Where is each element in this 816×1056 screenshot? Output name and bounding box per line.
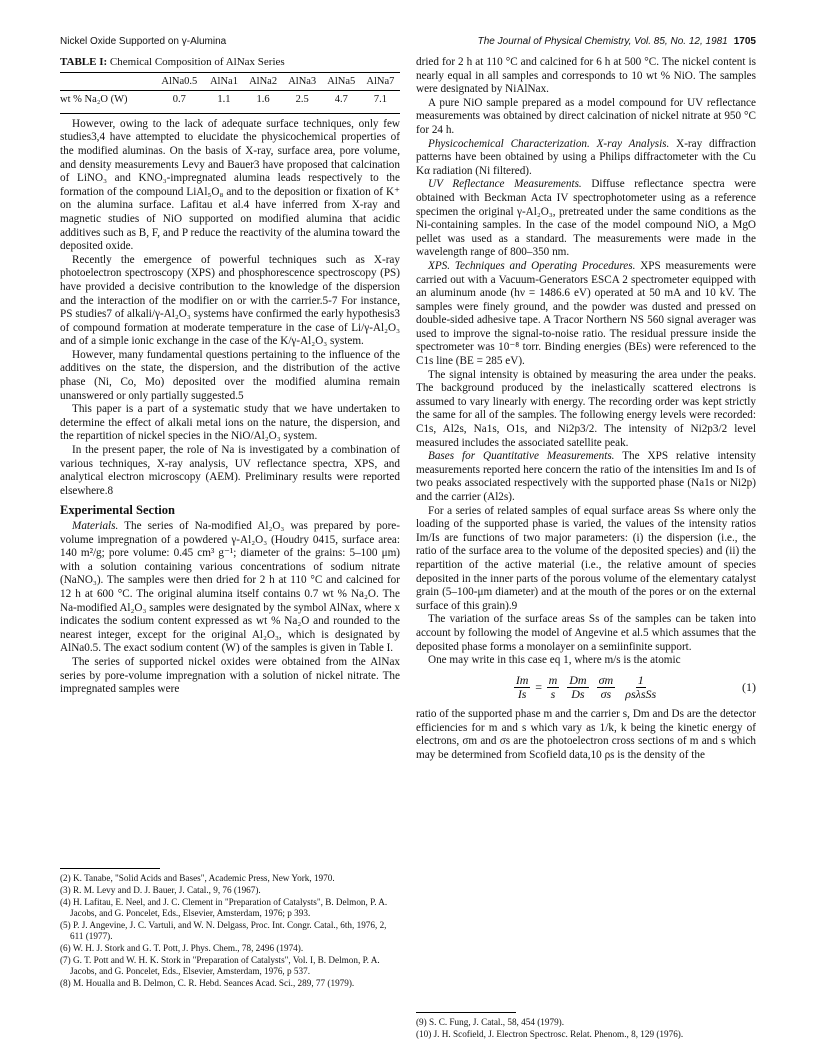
table-header-cell: AlNa3	[288, 75, 317, 87]
header-left-title: Nickel Oxide Supported on γ-Alumina	[60, 36, 227, 47]
uv-paragraph	[416, 178, 756, 260]
xray-paragraph	[416, 138, 756, 179]
table-cell: 0.7	[172, 94, 186, 106]
paragraph-text: XPS measurements were carried out with a Vacuum-Generators ESCA 2 spectrometer equipped with an aluminum anode (hν = 1486.6 eV) operated at 50 mA and 10 kV. The samples were finely ground, and the powder was dusted and pressed on double-sided adhesive tape. A Tracor Northern NS 560 signal averager was used to improve the signal-to-noise ratio. The residual pressure inside the spectrometer was 10⁻⁸ torr. Binding energies (BEs) were referenced to the C1s line (BE = 285 eV).	[416, 259, 756, 368]
paragraph-text: X-ray diffraction patterns have been obtained by using a Philips diffractometer with the Cu Kα radiation (Ni filtered).	[416, 137, 756, 177]
header-journal	[478, 36, 756, 47]
footnote: (7) G. T. Pott and W. H. K. Stork in "Preparation of Catalysts", Vol. I, B. Delmon, P. A. Jacobs, and G. Poncelet, Eds., Elsevier, Amsterdam, 1976, p 537.	[60, 955, 380, 976]
footnote-rule	[416, 1012, 516, 1013]
table-header-row	[60, 72, 400, 91]
equation-fraction	[597, 674, 616, 702]
table-title: Chemical Composition of AlNax Series	[109, 56, 285, 68]
left-column	[60, 56, 400, 697]
table-row-label: wt % Na₂O (W)	[60, 94, 128, 106]
body-paragraph: However, owing to the lack of adequate surface techniques, only few studies3,4 have attempted to elucidate the physicochemical properties of the modified aluminas. On the basis of X-ray, surface area, pore volume, and density measurements Levy and Bauer3 have proposed that calcination of LiNO₃ and KNO₃-impregnated alumina leads respectively to the formation of the compound LiAl₅O₈ and to the deposition or fixation of K⁺ on the alumina surface. Lafitau et al.4 have inferred from X-ray and magnetic studies of NiO supported on modified alumina that acidic additives such as B, F, and P reduce the reactivity of the alumina toward the deposited oxide.	[60, 117, 400, 253]
equation-fraction	[623, 674, 658, 702]
bases-paragraph	[416, 450, 756, 504]
runin-heading: Materials.	[72, 520, 119, 532]
equation-denominator: s	[550, 687, 556, 702]
footnote: (10) J. H. Scofield, J. Electron Spectrosc. Relat. Phenom., 8, 129 (1976).	[416, 1029, 684, 1039]
equation-1	[416, 674, 756, 702]
body-paragraph: dried for 2 h at 110 °C and calcined for 6 h at 500 °C. The nickel content is nearly equal in all samples and corresponds to 10 wt % NiO. The samples were designated by NiAlNax.	[416, 56, 756, 96]
body-paragraph: Recently the emergence of powerful techniques such as X-ray photoelectron spectroscopy (XPS) and phosphorescence spectroscopy (PS) have provided a decisive contribution to the knowledge of the dispersion and the interaction of the modifier on or with the carrier.5-7 For instance, PS studies7 of alkali/γ-Al₂O₃ systems have confirmed the early hypothesis3 of compound formation at moderate temperature in the case of Li/γ-Al₂O₃ and of a simple ionic exchange in the case of the K/γ-Al₂O₃ system.	[60, 253, 400, 348]
paragraph-text: The XPS relative intensity measurements reported here concern the ratio of the intensities Im and Is of two peaks associated respectively with the supported phase (Na1s or Ni2p) and the carrier (Al2s).	[416, 450, 756, 503]
materials-paragraph	[60, 520, 400, 656]
equation-numerator: Dm	[569, 672, 587, 687]
equation-numerator: Im	[515, 672, 529, 687]
body-paragraph: In the present paper, the role of Na is investigated by a combination of various techniques, X-ray analysis, UV reflectance spectra, XPS, and analytical electron microscopy (AEM). Preliminary results were reported elsewhere.8	[60, 444, 400, 497]
xps-paragraph	[416, 260, 756, 369]
table-cell: 1.1	[217, 94, 231, 106]
equation-fraction	[567, 674, 588, 702]
footnote: (2) K. Tanabe, "Solid Acids and Bases", Academic Press, New York, 1970.	[60, 873, 335, 883]
body-paragraph: One may write in this case eq 1, where m/s is the atomic	[428, 654, 681, 667]
equation-fraction	[547, 674, 560, 702]
table-header-cell: AlNa0.5	[161, 75, 198, 87]
body-paragraph: ratio of the supported phase m and the carrier s, Dm and Ds are the detector efficiencies for m and s which vary as 1/k, k being the kinetic energy of electrons, σm and σs are the photoelectron cross sections of m and s which may be determined from Scofield data,10 ρs is the density of the	[416, 707, 756, 761]
table-cell: 7.1	[373, 94, 387, 106]
composition-table	[60, 72, 400, 114]
equation-numerator: 1	[637, 672, 644, 687]
equals-sign: =	[534, 680, 543, 695]
table-header-cell: AlNa2	[249, 75, 278, 87]
equation-number: (1)	[742, 680, 756, 695]
footnote: (8) M. Houalla and B. Delmon, C. R. Hebd. Seances Acad. Sci., 289, 77 (1979).	[60, 978, 355, 988]
paragraph-text: Diffuse reflectance spectra were obtained with Beckman Acta IV spectrophotometer using as a reference specimen the original γ-Al₂O₃, pretreated under the same conditions as the Ni-containing samples. In the case of the model compound NiO, a MgO pellet was used as a standard. The measurements were made in the wavelength range of 800–350 nm.	[416, 178, 756, 259]
runin-heading: XPS. Techniques and Operating Procedures.	[428, 259, 636, 272]
running-header	[60, 36, 756, 52]
runin-heading: UV Reflectance Measurements.	[428, 178, 582, 191]
table-header-cell: AlNa5	[327, 75, 356, 87]
footnote: (6) W. H. J. Stork and G. T. Pott, J. Phys. Chem., 78, 2496 (1974).	[60, 943, 304, 953]
equation-denominator: Is	[517, 687, 527, 702]
footnote: (4) H. Lafitau, E. Neel, and J. C. Clement in "Preparation of Catalysts", B. Delmon, P. A. Jacobs, and G. Poncelet, Eds., Elsevier, Amsterdam, 1976; p 393.	[60, 897, 388, 918]
table-caption	[60, 56, 400, 70]
equation-denominator: Ds	[571, 687, 585, 702]
equation-denominator: ρsλsSs	[625, 687, 657, 702]
right-footnotes	[416, 1012, 756, 1041]
body-paragraph: This paper is a part of a systematic study that we have undertaken to determine the effect of alkali metal ions on the nature, the dispersion, and the repartition of nickel species in the NiO/Al₂O₃ system.	[60, 403, 400, 443]
body-paragraph: A pure NiO sample prepared as a model compound for UV reflectance measurements was obtained by direct calcination of nickel nitrate at 950 °C for 24 h.	[416, 96, 756, 136]
body-paragraph: However, many fundamental questions pertaining to the influence of the additives on the state, the dispersion, and the distribution of the active phase (Ni, Co, Mo) deposited over the modified alumina remain unanswered or only partially suggested.5	[60, 348, 400, 402]
table-header-cell	[60, 72, 154, 91]
equation-numerator: σm	[598, 672, 614, 687]
body-paragraph: For a series of related samples of equal surface areas Ss where only the loading of the supported phase is varied, the values of the intensity ratios Im/Is are functions of two major parameters: (i) the dispersion (i.e., the ratio of the surface area to the volume of the deposited species) and (ii) the repartition of the active material (i.e., the relative amount of species deposited in the inner parts of the porous volume of the elementary catalyst grain (5–100-μm diameter) and at the mouth of the pores or on the external surface of this grain).9	[416, 504, 756, 612]
table-row	[60, 91, 400, 114]
table-cell: 4.7	[334, 94, 348, 106]
left-footnotes	[60, 868, 400, 990]
footnote: (5) P. J. Angevine, J. C. Vartuli, and W. N. Delgass, Proc. Int. Congr. Catal., 6th, 1976, 2, 611 (1977).	[60, 920, 387, 941]
body-paragraph: The variation of the surface areas Ss of the samples can be taken into account by following the model of Angevine et al.5 which assumes that the deposited phase forms a monolayer on a semiinfinite support.	[416, 613, 756, 653]
table-label: TABLE I:	[60, 56, 108, 68]
footnote: (3) R. M. Levy and D. J. Bauer, J. Catal., 9, 76 (1967).	[60, 885, 261, 895]
body-paragraph: The series of supported nickel oxides were obtained from the AlNax series by pore-volume impregnation with a solution of nickel nitrate. The impregnated samples were	[60, 655, 400, 696]
right-column	[416, 56, 756, 762]
equation-denominator: σs	[600, 687, 612, 702]
paragraph-text: The series of Na-modified Al₂O₃ was prepared by pore-volume impregnation of a powdered γ-Al₂O₃ (Houdry 0415, surface area: 140 m²/g; pore volume: 0.45 cm³ g⁻¹; diameter of the grains: 5–100 μm) with a solution containing various concentrations of sodium nitrate (NaNO₃). The samples were then dried for 2 h at 110 °C and calcined for 12 h at 600 °C. The original alumina itself contains 0.7 wt % Na₂O. The Na-modified Al₂O₃ samples were designated by the symbol AlNax, where x indicates the sodium content expressed as wt % Na₂O and rounded to the nearest integer, except for the original Al₂O₃, which is designated by AlNa0.5. The exact sodium content (W) of the samples is given in Table I.	[60, 520, 400, 655]
runin-heading: Physicochemical Characterization. X-ray Analysis.	[428, 137, 670, 150]
table-cell: 2.5	[295, 94, 309, 106]
table-header-cell: AlNa7	[366, 75, 395, 87]
body-paragraph: The signal intensity is obtained by measuring the area under the peaks. The background produced by the inelastically scattered electrons is assumed to vary linearly with energy. The recording order was kept strictly the same for all of the samples. The following energy levels were recorded: C1s, Al2s, Na1s, O1s, and Ni2p3/2. The intensity of Ni2p3/2 level measured includes the associated satellite peak.	[416, 368, 756, 449]
runin-heading: Bases for Quantitative Measurements.	[428, 450, 615, 463]
table-header-cell: AlNa1	[209, 75, 238, 87]
header-journal-citation: The Journal of Physical Chemistry, Vol. 85, No. 12, 1981	[477, 36, 728, 47]
equation-numerator: m	[548, 672, 558, 687]
page-number: 1705	[733, 36, 756, 47]
footnote-rule	[60, 868, 160, 869]
section-heading: Experimental Section	[60, 503, 175, 518]
table-cell: 1.6	[256, 94, 270, 106]
equation-fraction	[514, 674, 531, 702]
footnote: (9) S. C. Fung, J. Catal., 58, 454 (1979).	[416, 1017, 565, 1027]
